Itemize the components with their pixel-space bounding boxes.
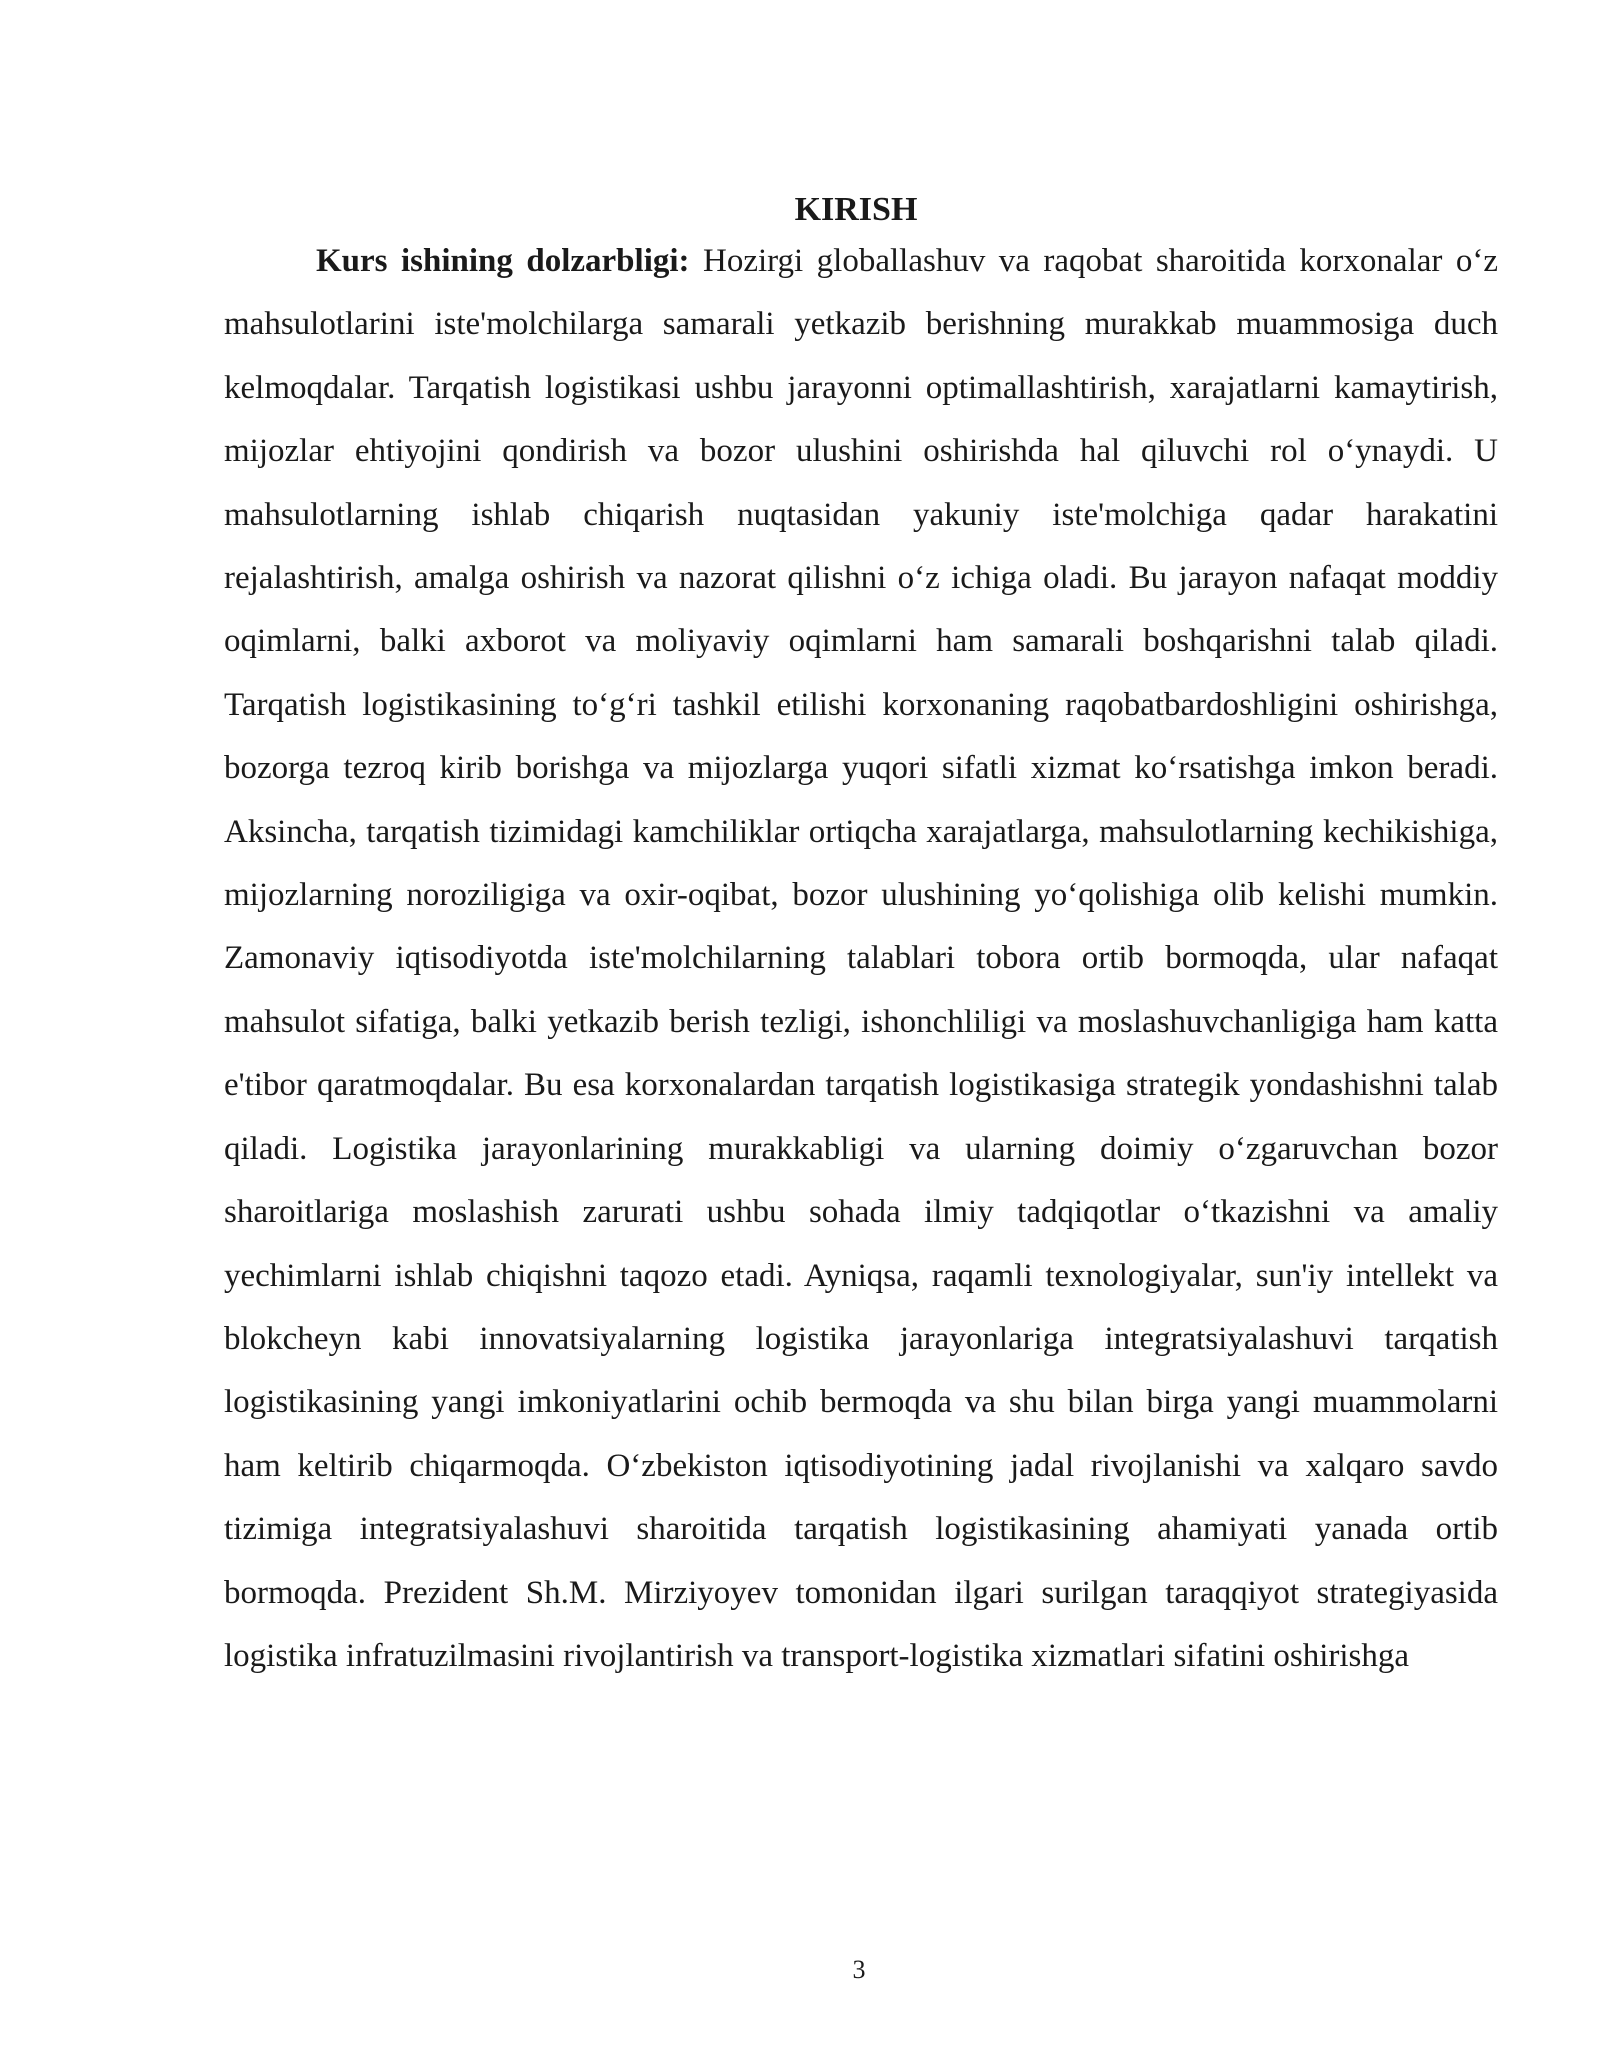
paragraph-text: Hozirgi globallashuv va raqobat sharoitida korxonalar o‘z mahsulotlarini iste'molchilarga samarali yetkazib berishning murakkab muammosiga duch kelmoqdalar. Tarqatish logistikasi ushbu jarayonni optimallashtirish, xarajatlarni kamaytirish, mijozlar ehtiyojini qondirish va bozor ulushini oshirishda hal qiluvchi rol o‘ynaydi. U mahsulotlarning ishlab chiqarish nuqtasidan yakuniy iste'molchiga qadar harakatini rejalashtirish, amalga oshirish va nazorat qilishni o‘z ichiga oladi. Bu jarayon nafaqat moddiy oqimlarni, balki axborot va moliyaviy oqimlarni ham samarali boshqarishni talab qiladi. Tarqatish logistikasining to‘g‘ri tashkil etilishi korxonaning raqobatbardoshligini oshirishga, bozorga tezroq kirib borishga va mijozlarga yuqori sifatli xizmat ko‘rsatishga imkon beradi. Aksincha, tarqatish tizimidagi kamchiliklar ortiqcha xarajatlarga, mahsulotlarning kechikishiga, mijozlarning noroziligiga va oxir-oqibat, bozor ulushining yo‘qolishiga olib kelishi mumkin. Zamonaviy iqtisodiyotda iste'molchilarning talablari tobora ortib bormoqda, ular nafaqat mahsulot sifatiga, balki yetkazib berish tezligi, ishonchliligi va moslashuvchanligiga ham katta e'tibor qaratmoqdalar. Bu esa korxonalardan tarqatish logistikasiga strategik yondashishni talab qiladi. Logistika jarayonlarining murakkabligi va ularning doimiy o‘zgaruvchan bozor sharoitlariga moslashish zarurati ushbu sohada ilmiy tadqiqotlar o‘tkazishni va amaliy yechimlarni ishlab chiqishni taqozo etadi. Ayniqsa, raqamli texnologiyalar, sun'iy intellekt va blokcheyn kabi innovatsiyalarning logistika jarayonlariga integratsiyalashuvi tarqatish logistikasining yangi imkoniyatlarini ochib bermoqda va shu bilan birga yangi muammolarni ham keltirib chiqarmoqda. O‘zbekiston iqtisodiyotining jadal rivojlanishi va xalqaro savdo tizimiga integratsiyalashuvi sharoitida tarqatish logistikasining ahamiyati yanada ortib bormoqda. Prezident Sh.M. Mirziyoyev tomonidan ilgari surilgan taraqqiyot strategiyasida logistika infratuzilmasini rivojlantirish va transport-logistika xizmatlari sifatini oshirishga	[224, 243, 1498, 1674]
page-number: 3	[852, 1955, 866, 1984]
section-heading: KIRISH	[794, 191, 918, 228]
body-paragraph	[224, 230, 1498, 1688]
paragraph-lead: Kurs ishining dolzarbligi:	[316, 243, 690, 279]
